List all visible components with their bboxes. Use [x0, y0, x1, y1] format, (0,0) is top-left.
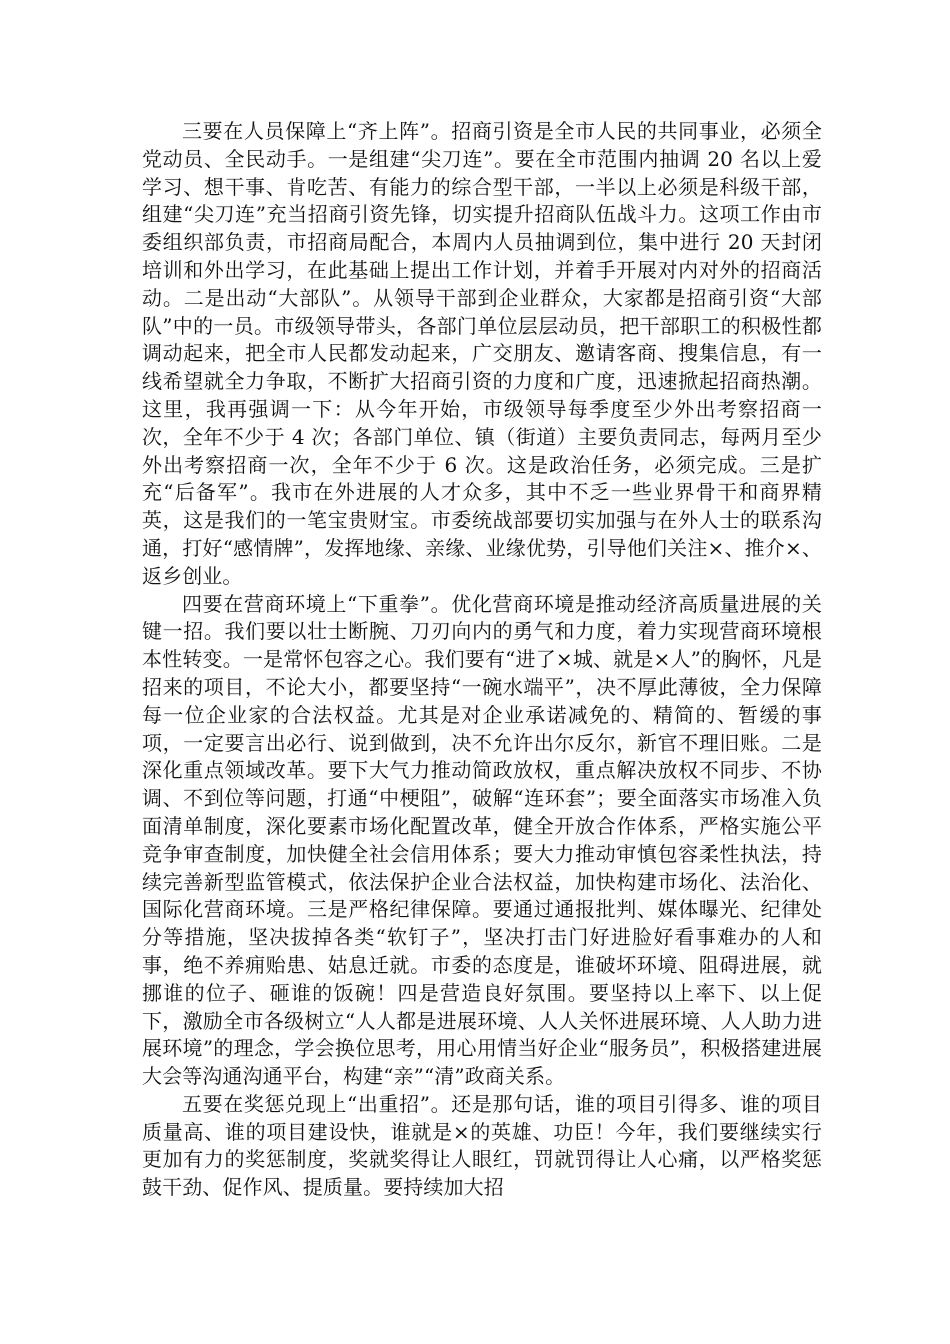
paragraph-business-environment: 四要在营商环境上“下重拳”。优化营商环境是推动经济高质量进展的关键一招。我们要以壮士断腕、刀刃向内的勇气和力度，着力实现营商环境根本性转变。一是常怀包容之心。我们要有“进了×城、就是×人”的胸怀，凡是招来的项目，不论大小，都要坚持“一碗水端平”，决不厚此薄彼，全力保障每一位企业家的合法权益。尤其是对企业承诺减免的、精简的、暂缓的事项，一定要言出必行、说到做到，决不允许出尔反尔，新官不理旧账。二是深化重点领域改革。要下大气力推动简政放权，重点解决放权不同步、不协调、不到位等问题，打通“中梗阻”，破解“连环套”；要全面落实市场准入负面清单制度，深化要素市场化配置改革，健全开放合作体系，严格实施公平竞争审查制度，加快健全社会信用体系；要大力推动审慎包容柔性执法，持续完善新型监管模式，依法保护企业合法权益，加快构建市场化、法治化、国际化营商环境。三是严格纪律保障。要通过通报批判、媒体曝光、纪律处分等措施，坚决拔掉各类“软钉子”，坚决打击门好进脸好看事难办的人和事，绝不养痈贻患、姑息迁就。市委的态度是，谁破坏环境、阻碍进展，就挪谁的位子、砸谁的饭碗！四是营造良好氛围。要坚持以上率下、以上促下，激励全市各级树立“人人都是进展环境、人人关怀进展环境、人人助力进展环境”的理念，学会换位思考，用心用情当好企业“服务员”，积极搭建进展大会等沟通沟通平台，构建“亲”“清”政商关系。	[142, 591, 822, 1089]
paragraph-personnel-guarantee: 三要在人员保障上“齐上阵”。招商引资是全市人民的共同事业，必须全党动员、全民动手。一是组建“尖刀连”。要在全市范围内抽调 20 名以上爱学习、想干事、肯吃苦、有能力的综合型干部，一半以上必须是科级干部，组建“尖刀连”充当招商引资先锋，切实提升招商队伍战斗力。这项工作由市委组织部负责，市招商局配合，本周内人员抽调到位，集中进行 20 天封闭培训和外出学习，在此基础上提出工作计划，并着手开展对内对外的招商活动。二是出动“大部队”。从领导干部到企业群众，大家都是招商引资“大部队”中的一员。市级领导带头，各部门单位层层动员，把干部职工的积极性都调动起来，把全市人民都发动起来，广交朋友、邀请客商、搜集信息，有一线希望就全力争取，不断扩大招商引资的力度和广度，迅速掀起招商热潮。这里，我再强调一下：从今年开始，市级领导每季度至少外出考察招商一次，全年不少于 4 次；各部门单位、镇（街道）主要负责同志，每两月至少外出考察招商一次，全年不少于 6 次。这是政治任务，必须完成。三是扩充“后备军”。我市在外进展的人才众多，其中不乏一些业界骨干和商界精英，这是我们的一笔宝贵财宝。市委统战部要切实加强与在外人士的联系沟通，打好“感情牌”，发挥地缘、亲缘、业缘优势，引导他们关注×、推介×、返乡创业。	[142, 119, 822, 588]
paragraph-rewards-penalties: 五要在奖惩兑现上“出重招”。还是那句话，谁的项目引得多、谁的项目质量高、谁的项目建设快，谁就是×的英雄、功臣！今年，我们要继续实行更加有力的奖惩制度，奖就奖得让人眼红，罚就罚得让人心痛，以严格奖惩鼓干劲、促作风、提质量。要持续加大招	[142, 1091, 822, 1200]
